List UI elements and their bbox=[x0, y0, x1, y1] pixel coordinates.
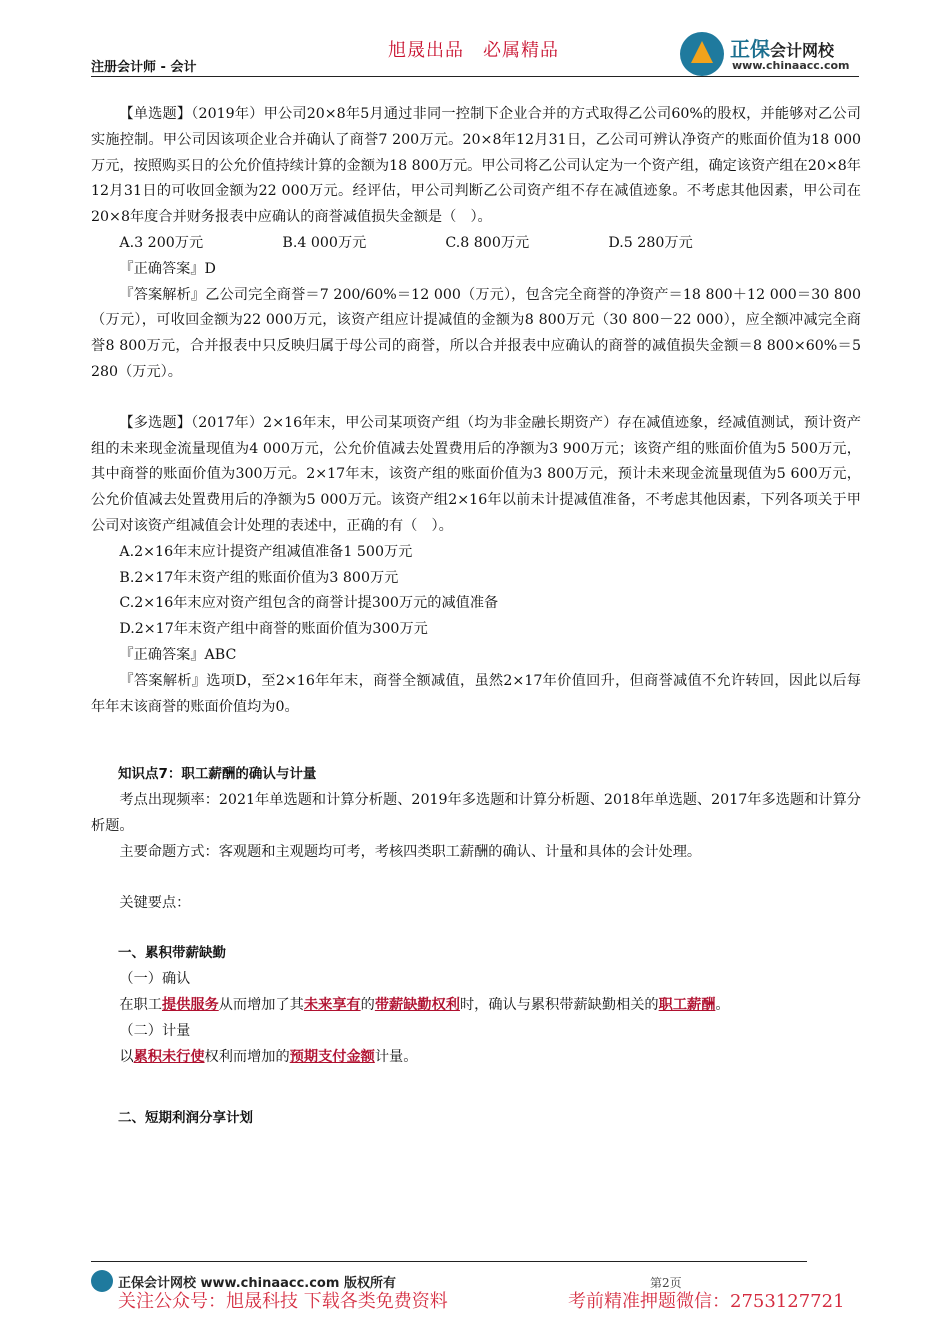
exam-frequency: 考点出现频率：2021年单选题和计算分析题、2019年多选题和计算分析题、2018年单选题、2017年多选题和计算分析题。 bbox=[91, 792, 861, 834]
q1-option-a: A.3 200万元 bbox=[119, 234, 204, 251]
q1-options bbox=[91, 231, 861, 257]
section-2-title: 二、短期利润分享计划 bbox=[118, 1110, 253, 1127]
section-1-title: 一、累积带薪缺勤 bbox=[118, 945, 226, 962]
subsection-confirm-title: （一）确认 bbox=[119, 971, 191, 988]
keyword: 职工薪酬 bbox=[658, 996, 716, 1013]
document-header-title: 注册会计师 - 会计 bbox=[91, 60, 197, 75]
q2-stem: 【多选题】（2017年）2×16年末，甲公司某项资产组（均为非金融长期资产）存在减值迹象，经减值测试，预计资产组的未来现金流量现值为4 000万元，公允价值减去处置费用后的净额为3 900万元；该资产组的账面价值为5 500万元，其中商誉的账面价值为300万元。2×17年末，该资产组的账面价值为3 800万元，预计未来现金流量现值为5 600万元，公允价值减去处置费用后的净额为5 000万元。该资产组2×16年以前未计提减值准备，不考虑其他因素，下列各项关于甲公司对该资产组减值会计处理的表述中，正确的有（ ）。 bbox=[91, 414, 861, 534]
key-points-label: 关键要点： bbox=[119, 894, 191, 911]
logo-emblem-icon bbox=[680, 32, 724, 76]
q2-option-d: D.2×17年末资产组中商誉的账面价值为300万元 bbox=[119, 621, 428, 638]
q1-option-b: B.4 000万元 bbox=[282, 234, 367, 251]
q2-option-a: A.2×16年末应计提资产组减值准备1 500万元 bbox=[119, 543, 413, 560]
q1-option-c: C.8 800万元 bbox=[445, 234, 530, 251]
logo-name: 正保会计网校 bbox=[730, 37, 835, 61]
q2-answer: 『正确答案』ABC bbox=[119, 646, 237, 663]
keyword: 累积未行使 bbox=[133, 1048, 205, 1065]
keyword: 提供服务 bbox=[161, 996, 219, 1013]
watermark-left: 关注公众号：旭晟科技 下载各类免费资料 bbox=[118, 1291, 448, 1312]
footer-divider bbox=[91, 1261, 807, 1262]
header-slogan: 旭晟出品 必属精品 bbox=[388, 40, 559, 61]
knowledge-point-title: 知识点7：职工薪酬的确认与计量 bbox=[118, 766, 317, 783]
q2-analysis: 『答案解析』选项D，至2×16年年末，商誉全额减值，虽然2×17年价值回升，但商誉减值不允许转回，因此以后每年年末该商誉的账面价值均为0。 bbox=[91, 672, 861, 715]
q1-option-d: D.5 280万元 bbox=[608, 234, 693, 251]
page-content bbox=[91, 102, 861, 1132]
header-divider bbox=[91, 76, 859, 77]
q2-option-b: B.2×17年末资产组的账面价值为3 800万元 bbox=[119, 569, 399, 586]
question-method: 主要命题方式：客观题和主观题均可考，考核四类职工薪酬的确认、计量和具体的会计处理。 bbox=[119, 843, 702, 860]
chinaacc-logo bbox=[680, 30, 870, 80]
measure-text: 以累积未行使权利而增加的预期支付金额计量。 bbox=[119, 1048, 418, 1065]
subsection-measure-title: （二）计量 bbox=[119, 1022, 191, 1039]
keyword: 未来享有 bbox=[303, 996, 361, 1013]
keyword: 带薪缺勤权利 bbox=[374, 996, 460, 1013]
logo-url: www.chinaacc.com bbox=[732, 59, 850, 72]
confirm-text: 在职工提供服务从而增加了其未来享有的带薪缺勤权利时，确认与累积带薪缺勤相关的职工薪酬。 bbox=[119, 996, 730, 1013]
keyword: 预期支付金额 bbox=[289, 1048, 375, 1065]
footer-copyright: 正保会计网校 www.chinaacc.com 版权所有 bbox=[118, 1276, 396, 1291]
watermark-right: 考前精准押题微信：2753127721 bbox=[568, 1291, 845, 1312]
q1-analysis: 『答案解析』乙公司完全商誉＝7 200/60%＝12 000（万元），包含完全商誉的净资产＝18 800＋12 000＝30 800（万元），可收回金额为22 000万元，该资产组应计提减值的金额为8 800万元（30 800－22 000），应全额冲减完全商誉8 800万元，合并报表中只反映归属于母公司的商誉，所以合并报表中应确认的商誉的减值损失金额＝8 800×60%＝5 280（万元）。 bbox=[91, 286, 861, 380]
q1-stem: 【单选题】（2019年）甲公司20×8年5月通过非同一控制下企业合并的方式取得乙公司60%的股权，并能够对乙公司实施控制。甲公司因该项企业合并确认了商誉7 200万元。20×8年12月31日，乙公司可辨认净资产的账面价值为18 000万元，按照购买日的公允价值持续计算的金额为18 800万元。甲公司将乙公司认定为一个资产组，确定该资产组在20×8年12月31日的可收回金额为22 000万元。经评估，甲公司判断乙公司资产组不存在减值迹象。不考虑其他因素，甲公司在20×8年度合并财务报表中应确认的商誉减值损失金额是（ ）。 bbox=[91, 106, 861, 226]
footer-logo-icon bbox=[91, 1270, 113, 1292]
page-number: 第2页 bbox=[650, 1276, 682, 1290]
q2-option-c: C.2×16年末应对资产组包含的商誉计提300万元的减值准备 bbox=[119, 595, 499, 612]
logo-subname: 会计网校 bbox=[770, 41, 835, 60]
q1-answer: 『正确答案』D bbox=[119, 260, 216, 277]
